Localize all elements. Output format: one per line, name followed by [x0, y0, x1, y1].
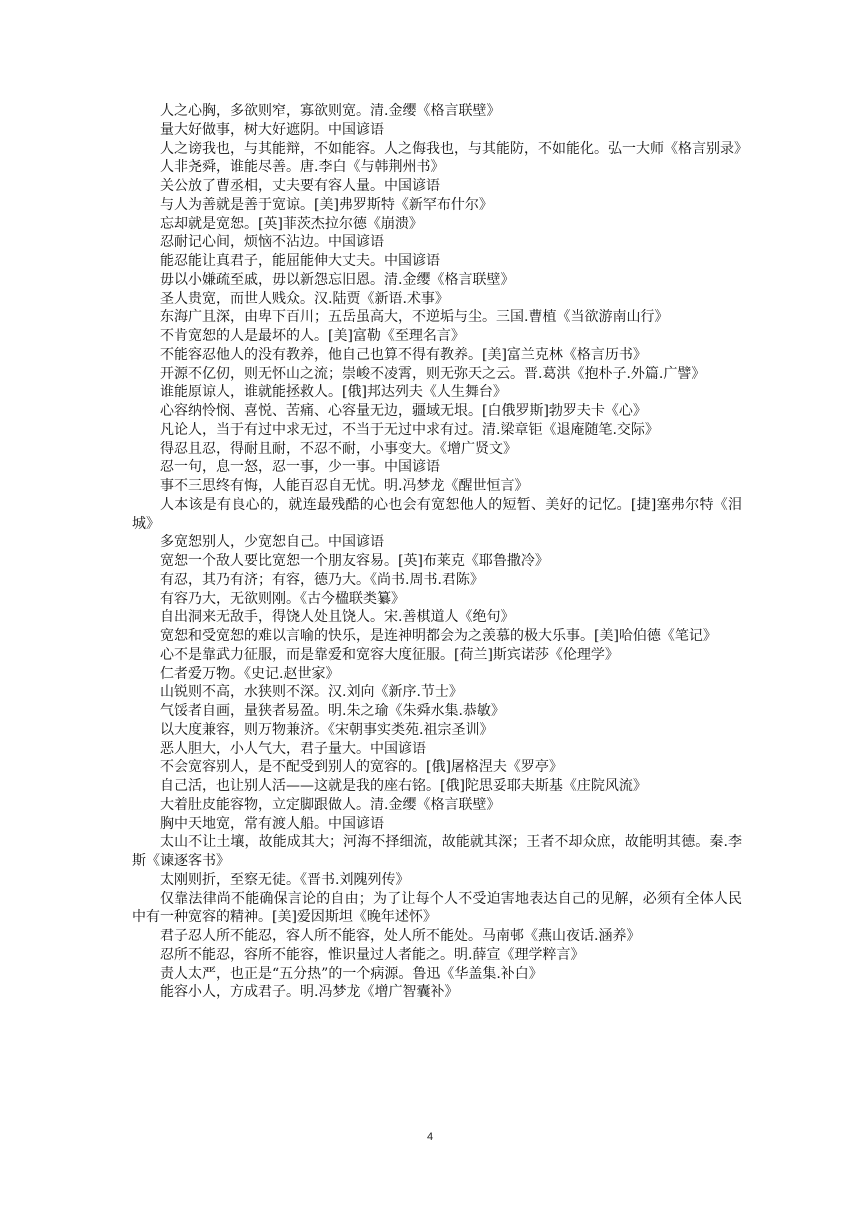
quote-paragraph: 大着肚皮能容物，立定脚跟做人。清.金缨《格言联壁》: [160, 796, 501, 813]
quote-paragraph: 自己活，也让别人活——这就是我的座右铭。[俄]陀思妥耶夫斯基《庄院风流》: [160, 778, 647, 794]
quotes-body: [132, 102, 748, 1002]
quote-paragraph: 谁能原谅人，谁就能拯救人。[俄]邦达列夫《人生舞台》: [160, 384, 507, 401]
quote-paragraph: 多宽恕别人，少宽恕自己。中国谚语: [160, 534, 384, 551]
quote-paragraph: 胸中天地宽，常有渡人船。中国谚语: [160, 815, 384, 832]
quote-paragraph: 忍所不能忍，容所不能容，惟识量过人者能之。明.薛宣《理学粹言》: [160, 946, 585, 963]
quote-paragraph: 人之心胸，多欲则窄，寡欲则宽。清.金缨《格言联壁》: [160, 103, 501, 119]
quote-paragraph: 量大好做事，树大好遮阴。中国谚语: [160, 121, 384, 138]
quote-paragraph: 忍耐记心间，烦恼不沾边。中国谚语: [160, 234, 384, 251]
quote-paragraph: 心不是靠武力征服，而是靠爱和宽容大度征服。[荷兰]斯宾诺莎《伦理学》: [160, 646, 619, 663]
quote-paragraph: 忍一句，息一怒，忍一事，少一事。中国谚语: [160, 459, 440, 476]
quote-paragraph: 人之谤我也，与其能辩，不如能容。人之侮我也，与其能防，不如能化。弘一大师《格言别录》: [160, 140, 748, 157]
quote-paragraph: 不能容忍他人的没有教养，他自己也算不得有教养。[美]富兰克林《格言历书》: [160, 346, 647, 363]
quote-paragraph: 忘却就是宽恕。[英]菲茨杰拉尔德《崩溃》: [160, 215, 423, 232]
quote-paragraph: 事不三思终有悔，人能百忍自无忧。明.冯梦龙《醒世恒言》: [160, 478, 529, 494]
quote-paragraph: 以大度兼容，则万物兼济。《宋朝事实类苑.祖宗圣训》: [160, 721, 494, 738]
quote-paragraph: 与人为善就是善于宽谅。[美]弗罗斯特《新罕布什尔》: [160, 196, 493, 213]
quote-paragraph: 责人太严，也正是“五分热”的一个病源。鲁迅《华盖集.补白》: [160, 965, 543, 982]
quote-paragraph: 恶人胆大，小人气大，君子量大。中国谚语: [160, 740, 426, 757]
quote-paragraph: 得忍且忍，得耐且耐，不忍不耐，小事变大。《增广贤文》: [160, 440, 517, 457]
page-number: 4: [426, 1131, 434, 1143]
quote-paragraph: 太山不让土壤，故能成其大；河海不择细流，故能就其深；王者不却众庶，故能明其德。秦.李斯《谏逐客书》: [132, 834, 742, 869]
quote-paragraph: 宽恕和受宽恕的难以言喻的快乐，是连神明都会为之羡慕的极大乐事。[美]哈伯德《笔记》: [160, 628, 717, 644]
quote-paragraph: 仅靠法律尚不能确保言论的自由；为了让每个人不受迫害地表达自己的见解，必须有全体人民中有一种宽容的精神。[美]爱因斯坦《晚年述怀》: [132, 890, 742, 926]
quote-paragraph: 有忍，其乃有济；有容，德乃大。《尚书.周书.君陈》: [160, 571, 484, 588]
quote-paragraph: 心容纳怜悯、喜悦、苦痛、心容量无边，疆域无垠。[白俄罗斯]勃罗夫卡《心》: [160, 403, 647, 419]
quote-paragraph: 仁者爱万物。《史记.赵世家》: [160, 665, 340, 682]
quote-paragraph: 不肯宽恕的人是最坏的人。[美]富勒《至理名言》: [160, 328, 465, 344]
quote-paragraph: 关公放了曹丞相，丈夫要有容人量。中国谚语: [160, 178, 440, 194]
quote-paragraph: 人本该是有良心的，就连最残酷的心也会有宽恕他人的短暂、美好的记忆。[捷]塞弗尔特《泪城》: [132, 496, 742, 532]
quote-paragraph: 能容小人，方成君子。明.冯梦龙《增广智囊补》: [160, 984, 459, 1001]
quote-paragraph: 能忍能让真君子，能屈能伸大丈夫。中国谚语: [160, 253, 440, 269]
quote-paragraph: 宽恕一个敌人要比宽恕一个朋友容易。[英]布莱克《耶鲁撒冷》: [160, 553, 549, 569]
quote-paragraph: 君子忍人所不能忍，容人所不能容，处人所不能处。马南邨《燕山夜话.涵养》: [160, 928, 641, 944]
quote-paragraph: 太刚则折，至察无徒。《晋书.刘隗列传》: [160, 871, 410, 888]
quote-paragraph: 开源不亿仞，则无怀山之流；崇峻不凌霄，则无弥天之云。晋.葛洪《抱朴子.外篇.广譬》: [160, 365, 706, 382]
quote-paragraph: 气馁者自画，量狭者易盈。明.朱之瑜《朱舜水集.恭敏》: [160, 703, 505, 719]
quote-paragraph: 毋以小嫌疏至戚，毋以新怨忘旧恩。清.金缨《格言联壁》: [160, 271, 515, 288]
quote-paragraph: 圣人贵宽，而世人贱众。汉.陆贾《新语.术事》: [160, 290, 449, 307]
quote-paragraph: 东海广且深，由卑下百川；五岳虽高大，不逆垢与尘。三国.曹植《当欲游南山行》: [160, 309, 669, 326]
quote-paragraph: 有容乃大，无欲则刚。《古今楹联类纂》: [160, 590, 405, 607]
quote-paragraph: 山锐则不高，水狭则不深。汉.刘向《新序.节士》: [160, 684, 463, 701]
quote-paragraph: 自出洞来无敌手，得饶人处且饶人。宋.善棋道人《绝句》: [160, 609, 515, 626]
quote-paragraph: 人非尧舜，谁能尽善。唐.李白《与韩荆州书》: [160, 159, 445, 176]
quote-paragraph: 凡论人，当于有过中求无过，不当于无过中求有过。清.梁章钜《退庵随笔.交际》: [160, 421, 659, 438]
quote-paragraph: 不会宽容别人，是不配受到别人的宽容的。[俄]屠格涅夫《罗亭》: [160, 759, 563, 776]
